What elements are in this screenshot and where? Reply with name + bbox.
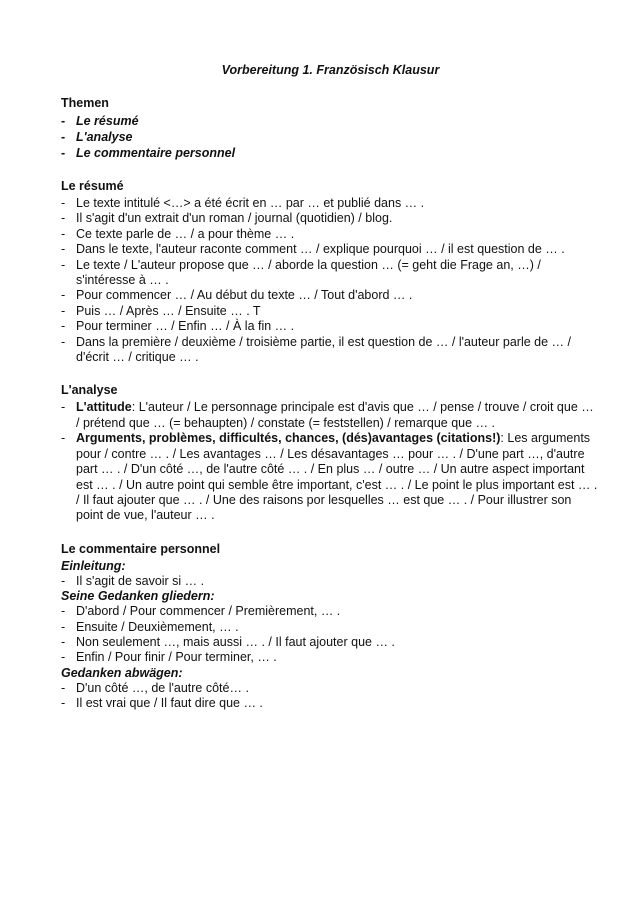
section-heading-commentaire: Le commentaire personnel (61, 541, 221, 556)
list-item: - Ce texte parle de … / a pour thème … . (61, 227, 600, 242)
list-item: - Ensuite / Deuxièmement, … . (61, 620, 600, 635)
document-title: Vorbereitung 1. Französisch Klausur (221, 63, 440, 77)
list-item: - Le commentaire personnel (61, 145, 600, 161)
item-text: : Les arguments pour / contre … . / Les avantages … / Les désavantages … pour … . / D'une part …, d'autre part … . / D'un côté …, de l'autre côté … . / En plus … / outre … / Un autre aspect important est … . / Un autre point qui semble être important, c'est … . / Le point le plus important est … . / Il faut ajouter que … . / Une des raisons por lesquelles … est que … . / Pour illustrer son point de vue, l'auteur … . (76, 431, 598, 523)
section-heading-themen: Themen (61, 96, 109, 110)
abwaegen-list (61, 681, 600, 712)
item-lead: Arguments, problèmes, difficultés, chances, (dés)avantages (citations!) (76, 431, 501, 446)
list-item: - Il s'agit d'un extrait d'un roman / journal (quotidien) / blog. (61, 211, 600, 226)
list-item: - Pour commencer … / Au début du texte … / Tout d'abord … . (61, 288, 600, 303)
einleitung-list (61, 574, 600, 589)
list-item: - Puis … / Après … / Ensuite … . T (61, 304, 600, 319)
section-heading-resume: Le résumé (61, 179, 124, 193)
list-item: - Le texte / L'auteur propose que … / aborde la question … (= geht die Frage an, …) / s'intéresse à … . (61, 258, 600, 289)
list-item: - Dans le texte, l'auteur raconte comment … / explique pourquoi … / il est question de … . (61, 242, 600, 257)
list-item: - Le résumé (61, 113, 600, 129)
list-item: - Il est vrai que / Il faut dire que … . (61, 696, 600, 711)
subheading-gliedern: Seine Gedanken gliedern: (61, 589, 215, 604)
list-item: - Pour terminer … / Enfin … / À la fin … . (61, 319, 600, 334)
subheading-abwaegen: Gedanken abwägen: (61, 665, 183, 680)
section-heading-analyse: L'analyse (61, 383, 118, 398)
themen-list (61, 113, 600, 161)
list-item: - D'abord / Pour commencer / Premièrement, … . (61, 604, 600, 619)
item-text: : L'auteur / Le personnage principale est d'avis que … / pense / trouve / croit que … / prétend que … (= behaupten) / constate (= feststellen) / remarque que … . (76, 400, 594, 430)
subheading-einleitung: Einleitung: (61, 558, 126, 573)
resume-list (61, 196, 600, 365)
list-item (61, 431, 600, 523)
list-item: - Enfin / Pour finir / Pour terminer, … . (61, 650, 600, 665)
list-item: - Non seulement …, mais aussi … . / Il faut ajouter que … . (61, 635, 600, 650)
list-item: - Dans la première / deuxième / troisième partie, il est question de … / l'auteur parle de … / d'écrit … / critique … . (61, 335, 600, 366)
item-lead: L'attitude (76, 400, 132, 415)
list-item: - L'analyse (61, 129, 600, 145)
list-item: - D'un côté …, de l'autre côté… . (61, 681, 600, 696)
list-item: - Le texte intitulé <…> a été écrit en … par … et publié dans … . (61, 196, 600, 211)
list-item: - Il s'agit de savoir si … . (61, 574, 600, 589)
list-item (61, 400, 600, 431)
gliedern-list (61, 604, 600, 666)
analyse-list (61, 400, 600, 523)
